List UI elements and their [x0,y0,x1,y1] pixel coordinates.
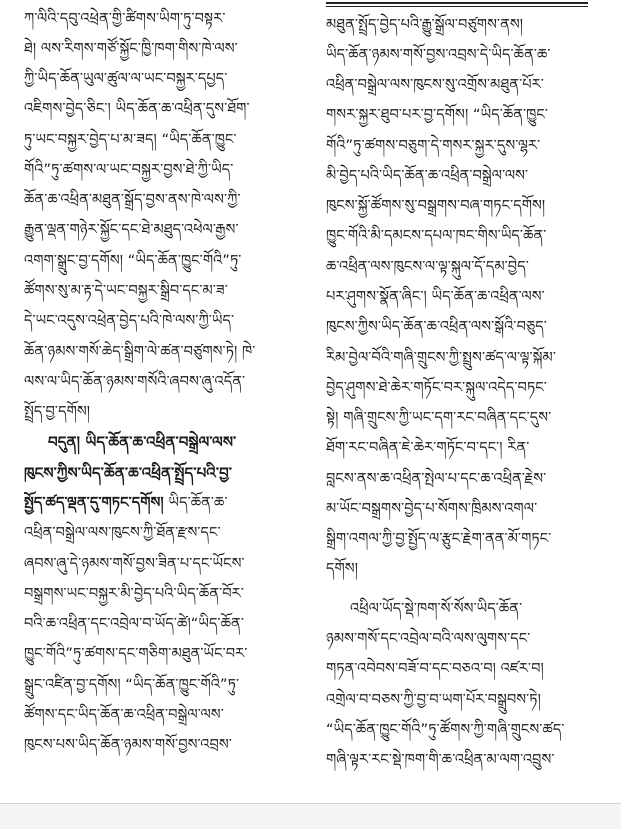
text-line: པར་ཤུགས་སྣོན་ཞིང་། ཡིད་ཆོན་ཆ་འཕྲིན་ལས་ [326,289,545,305]
text-line: ཐེ། ལས་རིགས་གཙོ་སྐྱོང་ཁྱི་ཁག་གིས་ཁེ་ལས་ [24,41,238,57]
bottom-strip [0,804,621,829]
text-line: འགྲེལ་བ་བཅས་ཀྱི་བྱ་བ་ཡག་པོར་བསྒྲུབས་ཏེ། [326,692,541,708]
text-line: འཕྲིན་བསྒྲེལ་ལས་ཁུངས་ཀྱི་ཐོན་རྫས་དང་ [24,525,221,541]
section-heading-line-with-tail [24,488,290,518]
text-line: ཚོགས་སུ་མ་རྟ་དེ་ཡང་བསྐྱར་སྒྲིབ་དང་མ་ཟ་ [24,283,228,299]
text-line: མ་ཡོང་བསྒྲགས་བྱེད་པ་སོགས་ཁྲིམས་འགལ་ [326,501,538,517]
text-line: དགོས། [326,561,359,577]
text-line: ཆ་འཕྲིན་ལས་ཁུངས་ལ་ལྟ་སྐུལ་དོ་དམ་བྱེད་ [326,259,529,275]
text-line: ཀ་ལིའི་དབུ་འཕྲེན་གྱི་ཚིགས་ཡིག་ཏུ་བསྟར་ [24,11,226,27]
text-line: སྒྲིག་འགལ་ཀྱི་བྱ་སྤྱོད་ལ་རྩུང་རྗེག་ནན་མོ་གཏང་ [326,531,552,547]
text-line: འཕྲིལ་ཡོད་སྡེ་ཁག་སོ་སོས་ཡིད་ཆོན་ [350,601,523,617]
text-line: ཞབས་ཞུ་དེ་ཉམས་གསོ་བྱས་ཟིན་པ་དང་ཡོངས་ [24,556,245,572]
text-line: སྒྲུང་འཛིན་བྱ་དགོས། “ཡིད་ཆོན་ཁྱུང་གོའི”ཏུ་ [24,677,240,693]
text-line: གོའི”ཏུ་ཚགས་བཅུག་དེ་གསར་སྐྱར་དུས་ལྷར་ [326,138,541,154]
text-line: གཏན་འབེབས་བཟོ་བ་དང་བཅའ་བ། འཛར་བ། [326,661,544,677]
section-heading-line: བདུན། ཡིད་ཆོན་ཆ་འཕྲིན་བསྒྲེལ་ལས་ [48,433,237,451]
text-line: ཁུངས་ཀྱིས་ཡིད་ཆོན་ཆ་འཕྲིན་ལས་སྒོའི་བཅུད་ [326,319,547,335]
text-line: ཁྱུང་གོའི་མི་དམངས་དཔལ་ཁང་གིས་ཡིད་ཆོན་ [326,228,547,244]
text-line: ཁུངས་སྐྱོ་ཚོགས་སུ་བསྒྲགས་བཞ་གཏང་དགོས། [326,198,546,214]
section-heading-line: ཁུངས་ཀྱིས་ཡིད་ཆོན་ཆ་འཕྲིན་སྤྲོད་པའི་བྱ་ [24,464,233,482]
text-line: མཐུན་སྤྲོད་བྱེད་པའི་རྒྱུ་སྒྲོལ་བཙུགས་ནས། [326,17,524,33]
text-line: བླངས་ནས་ཆ་འཕྲིན་སྤེལ་པ་དང་ཆ་འཕྲིན་རྗེས་ [326,471,547,487]
text-line: ཉམས་གསོ་དང་འབྲེལ་བའི་ལས་ལུགས་དང་ [326,631,531,647]
text-line: བའི་ཆ་འཕྲིན་དང་འབྲེལ་བ་ཡོད་ཚེ།“ཡིད་ཆོན་ [24,616,244,632]
text-line: “ཡིད་ཆོན་ཁྱུང་གོའི”ཏུ་ཚོགས་ཀྱི་གཞི་གྲུངས་ཚད་ [326,722,565,738]
text-line: ཡིད་ཆོན་ཉམས་གསོ་བྱས་འབྲས་དེ་ཡིད་ཆོན་ཆ་ [326,47,551,63]
text-line: སྤྲོད་བྱ་དགོས། [24,404,91,420]
text-line: བྱེད་ཤུགས་ཐེ་ཆེར་གཏོང་བར་སྐུལ་འདེད་བཏང་ [326,380,547,396]
left-column [24,0,290,800]
text-line: རིམ་བྱེལ་བོའི་གཞི་གྲུངས་ཀྱི་སྤྲུས་ཚད་ལ་ལྟ་སྐོམ་ [326,350,556,366]
text-line: མི་བྱེད་པའི་ཡིད་ཆོན་ཆ་འཕྲིན་བསྒྲེལ་ལས་ [326,168,529,184]
text-line: ཁུངས་པས་ཡིད་ཆོན་ཉམས་གསོ་བྱས་འབྲས་ [24,737,232,753]
text-line: གཞི་ལྟར་རང་སྡེ་ཁག་གི་ཆ་འཕྲིན་མ་ལག་འབྲུས་ [326,752,555,768]
text-line: ཚོགས་དང་ཡིད་ཆོན་ཆ་འཕྲིན་བསྒྲེལ་ལས་ [24,707,224,723]
text-line: རྒྱུན་ལྡན་གཉེར་སྐྱོང་དང་ཐེ་མཐུད་འཕེལ་རྒྱས་ [24,222,239,238]
text-line: བསྒྲགས་ཡང་བསྐྱར་མི་བྱེད་པའི་ཡིད་ཆོན་བོར་ [24,586,244,602]
section-heading-line: སྤྱོད་ཚད་ལྡན་དུ་གཏང་དགོས། [24,495,164,511]
text-line: ཁྱུང་གོའི”ཏུ་ཚགས་དང་གཅིག་མཐུན་ཡོང་བར་ [24,646,248,662]
text-line: ཆོན་ཆ་འཕྲིན་མཐུན་སྒྲོད་བྱས་ནས་ཁེ་ལས་ཀྱི་ [24,192,241,208]
right-column [326,0,592,800]
text-line: ལས་ལ་ཡིད་ཆོན་ཉམས་གསོའི་ཞབས་ཞུ་འདོན་ [24,374,246,390]
section-heading-tail: ཡིད་ཆོན་ཆ་ [163,495,228,511]
text-line: འཇིགས་བྱེད་ཅིང་། ཡིད་ཆོན་ཆ་འཕྲིན་དུས་ཐོག་ [24,101,250,117]
text-line: སྟེ། གཞི་གྲུངས་ཀྱི་ཡང་དག་རང་བཞིན་དང་དུས་ [326,410,552,426]
text-line: གོའི”ཏུ་ཚགས་ལ་ཡང་བསྐྱར་བྱས་ཐེ་ཀྱི་ཡིད་ [24,162,234,178]
text-line: འཕྲིན་བསྒྲེལ་ལས་ཁུངས་སུ་འགྲོས་མཐུན་པོར་ [326,77,544,93]
text-line: ཏུ་ཡང་བསྐྱར་བྱེད་པ་མ་ཟད། “ཡིད་ཆོན་ཁྱུང་ [24,132,237,148]
text-line: འགག་སྒྲུང་བྱ་དགོས། “ཡིད་ཆོན་ཁྱུང་གོའི”ཏུ་ [24,253,242,269]
text-line: ཆོན་ཉམས་གསོ་ཆེད་སྒྲིག་ལེ་ཚན་བཙུགས་ཏེ། ཁེ་ [24,344,256,360]
text-line: ཀྱི་ཡིད་ཆོན་ཡུལ་ཚུལ་ལ་ཡང་བསྐྱར་དཔྱད་ [24,71,228,87]
text-line: ཐོག་རང་བཞིན་ཇེ་ཆེར་གཏོང་བ་དང་། རིན་ [326,440,530,456]
text-line: གསར་སྐྱར་ཐུབ་པར་བྱ་དགོས། “ཡིད་ཆོན་ཁྱུང་ [326,107,549,123]
text-line: དེ་ཡང་འདུས་འཕྲེན་བྱེད་པའི་ཁེ་ལས་ཀྱི་ཡིད་ [24,313,235,329]
